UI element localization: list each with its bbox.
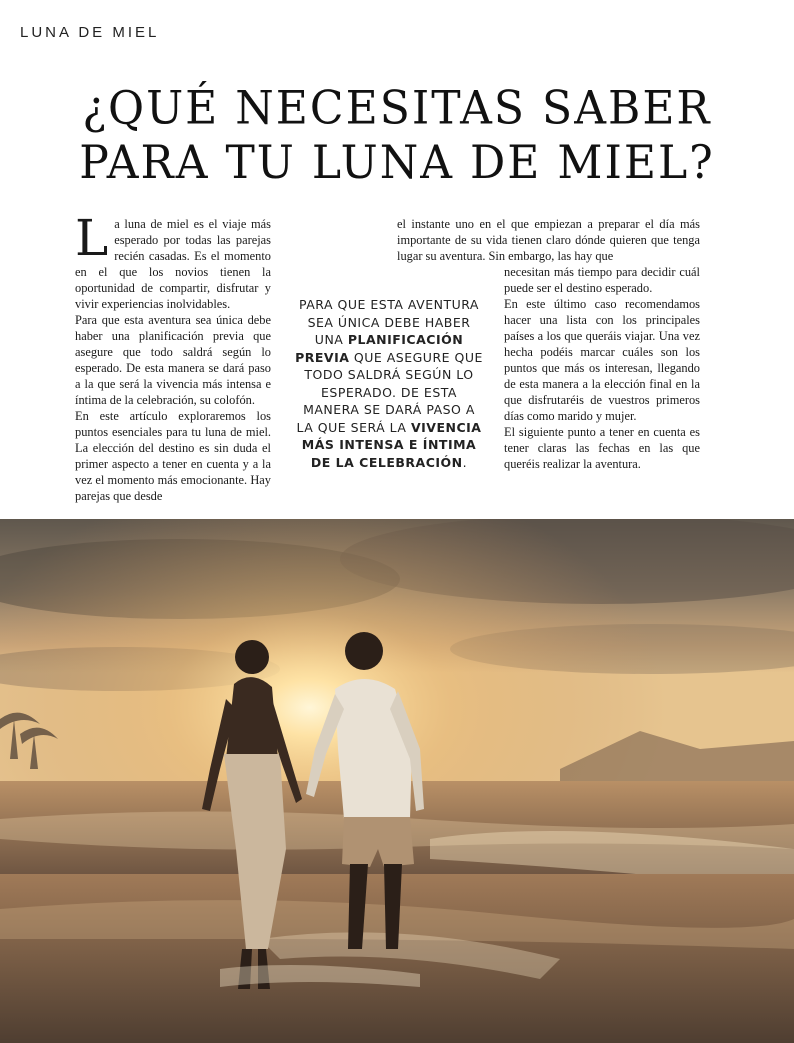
section-label: LUNA DE MIEL: [20, 24, 160, 41]
paragraph-5: En este último caso recomendamos hacer una lista con los principales países a los que queráis viajar. Una vez hecha podéis marcar cuáles son los puntos que más os interesan, llegando de esta manera a la elección final en la que disfrutaréis de vuestros primeros días como marido y mujer.: [504, 297, 700, 423]
beach-couple-photo: [0, 519, 794, 1043]
article-column-3: [504, 264, 700, 472]
headline-line-2: PARA TU LUNA DE MIEL?: [79, 136, 715, 190]
pull-quote: PARA QUE ESTA AVENTURA SEA ÚNICA DEBE HABER UNA PLANIFICACIÓN PREVIA QUE ASEGURE QUE TODO SALDRÁ SEGÚN LO ESPERADO. DE ESTA MANERA SE DARÁ PASO A LA QUE SERÁ LA VIVENCIA MÁS INTENSA E ÍNTIMA DE LA CELEBRACIÓN.: [295, 297, 483, 470]
paragraph-1: La luna de miel es el viaje más esperado por todas las parejas recién casadas. Es el momento en el que los novios tienen la oportunidad de compartir, disfrutar y vivir experiencias inolvidables.: [75, 209, 271, 311]
paragraph-4-wide: el instante uno en el que empiezan a preparar el día más importante de su vida tienen claro dónde quieren que tenga lugar su aventura. Sin embargo, las hay que: [397, 217, 700, 263]
paragraph-6: El siguiente punto a tener en cuenta es tener claras las fechas en las que queréis realizar la aventura.: [504, 425, 700, 471]
paragraph-3: En este artículo exploraremos los puntos esenciales para tu luna de miel. La elección del destino es sin duda el primer aspecto a tener en cuenta y a la vez el momento más emocionante. Hay parejas que desde: [75, 409, 271, 503]
drop-cap: L: [75, 209, 109, 267]
article-column-3-wide: [397, 216, 700, 264]
headline: [40, 81, 754, 190]
article-column-1: [75, 209, 271, 504]
paragraph-2: Para que esta aventura sea única debe haber una planificación previa que asegure que todo saldrá según lo esperado. De esta manera se dará paso a la que será la vivencia más intensa e íntima de la celebración, su colofón.: [75, 313, 271, 407]
paragraph-4-narrow: necesitan más tiempo para decidir cuál puede ser el destino esperado.: [504, 265, 700, 295]
headline-line-1: ¿QUÉ NECESITAS SABER: [82, 81, 712, 135]
